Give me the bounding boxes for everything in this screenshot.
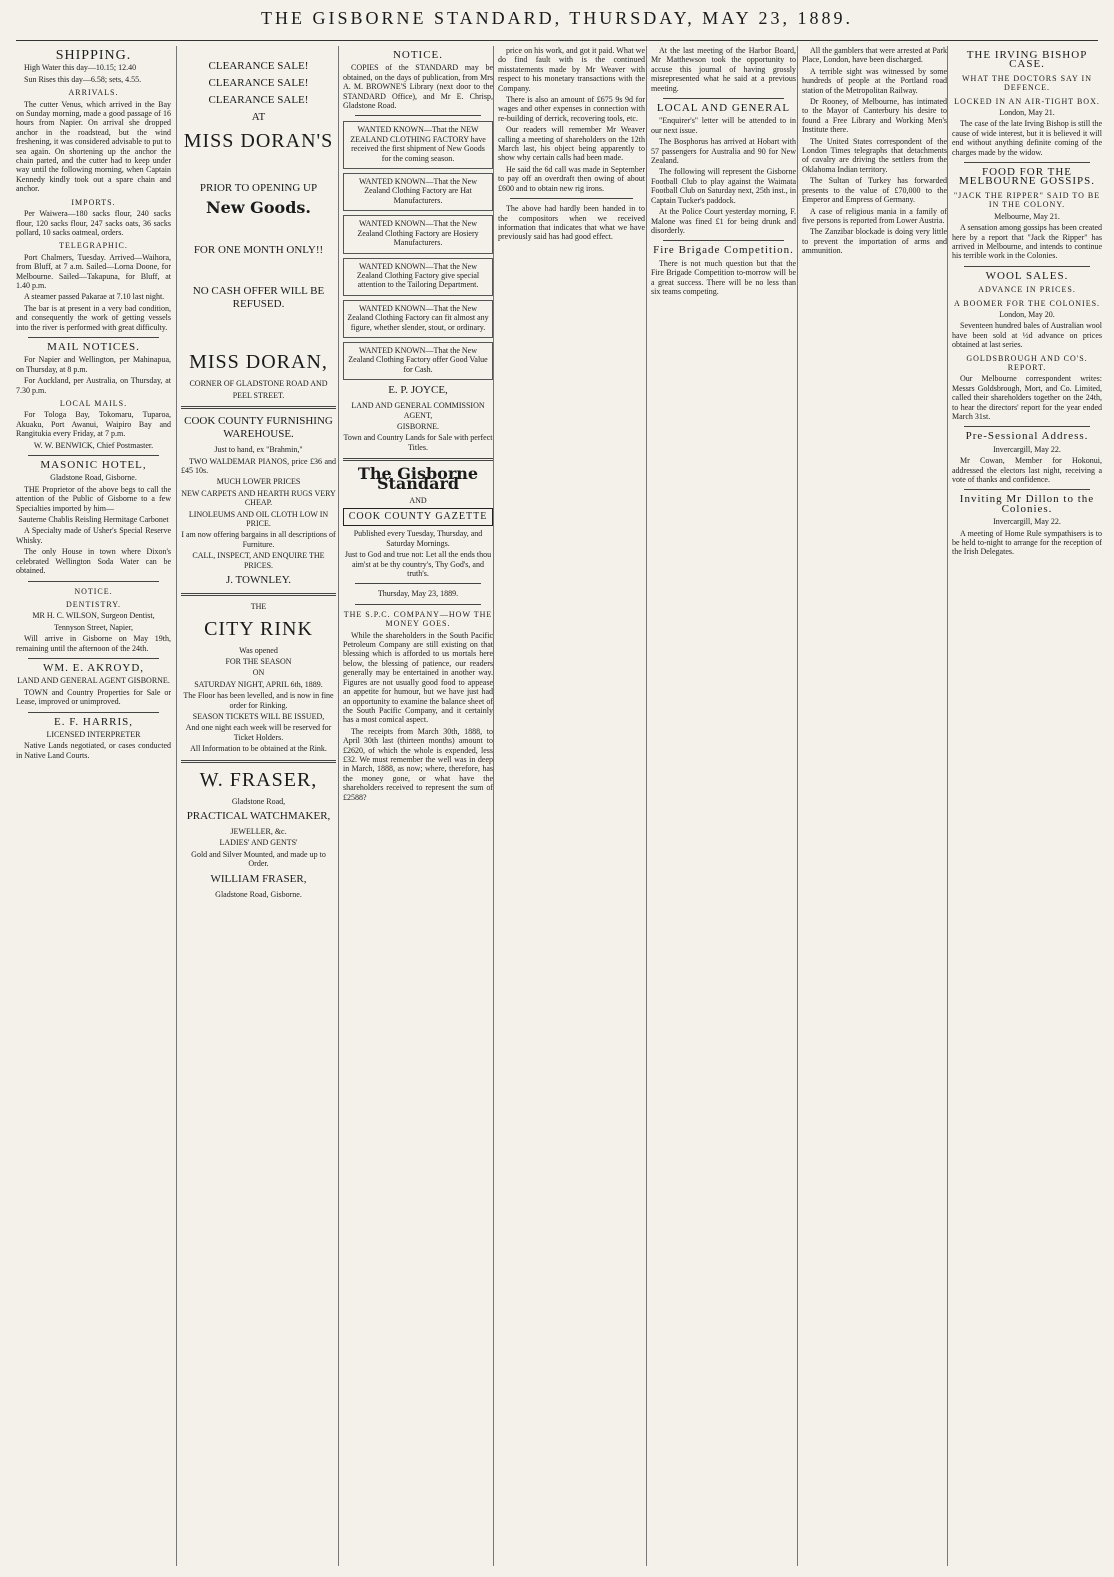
wanted-known-ad	[343, 121, 493, 169]
divider	[28, 581, 159, 582]
dillon-heading: Inviting Mr Dillon to the Colonies.	[959, 493, 1095, 515]
ripper-subheading: "JACK THE RIPPER" SAID TO BE IN THE COLONY.	[953, 190, 1101, 210]
column-5	[646, 46, 796, 1566]
city-rink-banner: CITY RINK	[204, 617, 313, 640]
article-text: There is also an amount of £675 9s 9d for wages and other expenses in connection with re-building of derrick, recovering tools, etc.	[498, 95, 645, 123]
joyce-text: Town and Country Lands for Sale with perfect Titles.	[343, 433, 493, 452]
enquirer-text: "Enquirer's" letter will be attended to in our next issue.	[651, 116, 796, 135]
irving-subheading-2: LOCKED IN AN AIR-TIGHT BOX.	[954, 96, 1100, 106]
boomer-subheading: A BOOMER FOR THE COLONIES.	[953, 298, 1101, 308]
dillon-dateline: Invercargill, May 22.	[993, 517, 1061, 527]
notice-heading: NOTICE.	[74, 586, 113, 596]
clearance-sale-line: CLEARANCE SALE!	[208, 94, 309, 106]
harris-heading: E. F. HARRIS,	[53, 715, 134, 728]
article-text: Dr Rooney, of Melbourne, has intimated to the Mayor of Canterbury his desire to found a Free Library and Working Men's Institute there.	[802, 97, 947, 135]
wanted-text: WANTED KNOWN—That the New Zealand Clothing Factory give special attention to the Tailoring Department.	[356, 261, 480, 290]
prior-line: PRIOR TO OPENING UP	[199, 182, 318, 194]
harris-subtitle: LICENSED INTERPRETER	[46, 729, 141, 739]
jeweller-line: JEWELLER, &c.	[230, 826, 287, 836]
telegraphic-text: Port Chalmers, Tuesday. Arrived—Waihora, from Bluff, at 7 a.m. Sailed—Lorna Doone, for Melbourne. Sailed—Takapuna, for Bluff, at 1.40 p.m.	[16, 252, 171, 290]
dentist-name: MR H. C. WILSON, Surgeon Dentist,	[32, 611, 155, 621]
divider	[964, 162, 1090, 163]
arrivals-heading: ARRIVALS.	[68, 88, 119, 98]
article-text: The United States correspondent of the London Times telegraphs that detachments of cavalry are driving the settlers from the Oklahoma Indian territory.	[802, 136, 947, 174]
article-text: A case of religious mania in a family of five persons is reported from Lower Austria.	[802, 206, 947, 225]
bar-text: The bar is at present in a very bad condition, and consequently the work of getting vessels into the river is performed with great difficulty.	[16, 303, 171, 332]
divider	[28, 658, 159, 659]
dentist-address: Tennyson Street, Napier,	[53, 622, 134, 632]
fraser-banner: W. FRASER,	[199, 768, 318, 791]
pianos-text: TWO WALDEMAR PIANOS, price £36 and £45 10s.	[181, 456, 336, 476]
joyce-city: GISBORNE.	[396, 421, 439, 431]
brahmin-line: Just to hand, ex "Brahmin,"	[214, 445, 303, 455]
arrivals-text: The cutter Venus, which arrived in the Bay on Sunday morning, made a good passage of 16 hours from Napier. On arrival she dropped anchor in the roadstead, but the wind freshening, it was considered advisable to put to sea again. On shortening up the anchor the chain parted, and the cutter had to keep under way until the following morning, when Captain Kennedy kindly took out a spare chain and anchor.	[16, 99, 171, 194]
article-text: The Zanzibar blockade is doing very little to prevent the importation of arms and ammunition.	[802, 227, 947, 256]
goldsbrough-subheading: GOLDSBROUGH AND CO'S. REPORT.	[966, 353, 1088, 372]
wanted-known-ad	[343, 342, 493, 380]
divider	[964, 489, 1090, 490]
ladies-line: LADIES' AND GENTS'	[219, 838, 298, 848]
wanted-known-ad	[343, 215, 493, 253]
local-mails-heading: LOCAL MAILS.	[59, 399, 128, 408]
akroyd-text: TOWN and Country Properties for Sale or Lease, improved or unimproved.	[16, 687, 171, 707]
miss-doran-banner: MISS DORAN,	[189, 351, 328, 374]
one-month-line: FOR ONE MONTH ONLY!!	[193, 244, 324, 257]
opened-line: Was opened	[239, 645, 278, 655]
wanted-known-ad	[343, 258, 493, 296]
article-text: All the gamblers that were arrested at Park Place, London, have been discharged.	[802, 46, 947, 65]
wanted-text: WANTED KNOWN—That the New Zealand Clothing Factory can fit almost any figure, whether slender, stout, or ordinary.	[347, 303, 489, 332]
goldsbrough-text: Our Melbourne correspondent writes: Messrs Goldsbrough, Mort, and Co. Limited, called their shareholders together on the 24th, to hear the directors' report for the year ended March 31st.	[952, 374, 1102, 421]
tides-line: High Water this day—10.15; 12.40	[24, 63, 137, 73]
article-text: The Sultan of Turkey has forwarded presents to the value of £70,000 to the Emperor and Empress of Germany.	[802, 176, 947, 205]
furniture-line: I am now offering bargains in all descriptions of Furniture.	[181, 530, 336, 549]
carpets-line: NEW CARPETS AND HEARTH RUGS VERY CHEAP.	[181, 488, 336, 508]
column-4	[493, 46, 645, 1566]
no-cash-line: NO CASH OFFER WILL BE REFUSED.	[192, 285, 325, 311]
fire-brigade-heading: Fire Brigade Competition.	[653, 244, 794, 257]
divider	[663, 240, 784, 241]
presessional-heading: Pre-Sessional Address.	[965, 430, 1089, 443]
masonic-text: A Specialty made of Usher's Special Reserve Whisky.	[16, 526, 171, 545]
corner-line: CORNER OF GLADSTONE ROAD AND	[189, 379, 328, 389]
receipts-text: The receipts from March 30th, 1888, to April 30th last (thirteen months) amount to £2620, of which the whole is expended, less £32. We must remember the well was in deep in March, 1888, as now; where, therefore, has the money gone, or what have the shareholders received to represent the sum of £2588?	[343, 726, 493, 802]
at-line: AT	[251, 111, 266, 123]
presessional-dateline: Invercargill, May 22.	[993, 444, 1061, 454]
article-text: price on his work, and got it paid. What we do find fault with is the continued misstatements made by Mr Weaver with respect to his monetary transactions with the Company.	[498, 46, 645, 93]
wanted-known-ad	[343, 173, 493, 211]
divider	[181, 593, 336, 596]
peel-street-line: PEEL STREET.	[232, 390, 285, 400]
wanted-text: WANTED KNOWN—That the NEW ZEALAND CLOTHING FACTORY have received the first shipment of New Goods for the coming season.	[350, 125, 486, 163]
divider	[28, 712, 159, 713]
silver-line: Gold and Silver Mounted, and made up to Order.	[191, 849, 326, 869]
saturday-line: SATURDAY NIGHT, APRIL 6th, 1889.	[194, 679, 323, 689]
boomer-dateline: London, May 20.	[999, 309, 1055, 319]
wool-sales-heading: WOOL SALES.	[985, 269, 1069, 282]
joyce-heading: E. P. JOYCE,	[388, 384, 448, 397]
masonic-wine-list: Sauterne Chablis Reisling Hermitage Carbonet	[18, 515, 169, 525]
paper-title: The Gisborne Standard	[357, 464, 479, 493]
steamer-text: A steamer passed Pakarae at 7.10 last night.	[24, 292, 165, 302]
floor-line: The Floor has been levelled, and is now in fine order for Rinking.	[183, 691, 334, 710]
mail-notices-heading: MAIL NOTICES.	[47, 340, 140, 353]
article-text: Our readers will remember Mr Weaver calling a meeting of shareholders on the 12th March last, his object being apparently to show why certain calls had been made.	[498, 125, 645, 163]
divider	[28, 455, 159, 456]
dentistry-heading: DENTISTRY.	[66, 599, 121, 609]
clearance-sale-line: CLEARANCE SALE!	[208, 60, 309, 72]
wanted-known-ad	[343, 300, 493, 338]
presessional-text: Mr Cowan, Member for Hokonui, addressed the electors last night, receiving a vote of thanks and confidence.	[952, 456, 1102, 485]
masonic-hotel-heading: MASONIC HOTEL,	[40, 459, 147, 472]
masonic-text: The only House in town where Dixon's celebrated Wellington Soda Water can be obtained.	[16, 547, 171, 576]
divider	[181, 760, 336, 763]
wool-subheading: ADVANCE IN PRICES.	[978, 285, 1076, 295]
clearance-sale-line: CLEARANCE SALE!	[208, 77, 309, 89]
info-line: All Information to be obtained at the Rink.	[190, 744, 327, 754]
divider	[355, 115, 481, 116]
irving-bishop-heading: THE IRVING BISHOP CASE.	[966, 49, 1088, 71]
the-line: THE	[250, 602, 267, 612]
akroyd-subtitle: LAND AND GENERAL AGENT GISBORNE.	[17, 676, 170, 686]
ripper-text: A sensation among gossips has been created here by a report that "Jack the Ripper" has arrived in Melbourne, and intends to continue his terrible work in the Colonies.	[952, 223, 1102, 261]
imports-text: Per Waiwera—180 sacks flour, 240 sacks flour, 120 sacks flour, 247 sacks oats, 36 sacks pollard, 10 sacks oatmeal, orders.	[16, 209, 171, 237]
article-text: A terrible sight was witnessed by some hundreds of people at the Portland road station of the Metropolitan Railway.	[802, 66, 947, 95]
divider	[181, 406, 336, 409]
william-address: Gladstone Road, Gisborne.	[215, 889, 302, 899]
mail-text: For Napier and Wellington, per Mahinapua, on Thursday, at 8 p.m.	[16, 355, 171, 374]
lower-prices-line: MUCH LOWER PRICES	[216, 477, 301, 487]
irving-text: The case of the late Irving Bishop is still the cause of wide interest, but it is believed it will end without anything definite coming of the charges made by the widow.	[952, 119, 1102, 157]
local-general-heading: LOCAL AND GENERAL	[656, 102, 791, 115]
on-line: ON	[252, 668, 265, 678]
divider	[663, 98, 784, 99]
call-line: CALL, INSPECT, AND ENQUIRE THE PRICES.	[192, 551, 325, 570]
mail-text: For Auckland, per Australia, on Thursday, at 7.30 p.m.	[16, 376, 171, 395]
motto: Just to God and true not: Let all the ends thou aim'st at be thy country's, Thy God's, and truth's.	[344, 550, 492, 579]
copies-text: COPIES of the STANDARD may be obtained, on the days of publication, from Mrs A. M. BROWNE'S Library (next door to the STANDARD Office), and Mr E. Chrisp, Gladstone Road.	[343, 63, 493, 111]
watchmaker-line: PRACTICAL WATCHMAKER,	[186, 809, 331, 822]
column-2	[176, 46, 336, 1566]
dillon-text: A meeting of Home Rule sympathisers is to be held to-night to arrange for the reception of the Irish Delegates.	[952, 528, 1102, 557]
article-text: The above had hardly been handed in to the compositors when we received information that indicates that what we have previously said has had good effect.	[498, 204, 645, 242]
column-3	[338, 46, 493, 1566]
food-gossips-heading: FOOD FOR THE MELBOURNE GOSSIPS.	[959, 166, 1095, 188]
season-line: FOR THE SEASON	[225, 656, 292, 666]
issue-date: Thursday, May 23, 1889.	[377, 589, 459, 599]
irving-subheading: WHAT THE DOCTORS SAY IN DEFENCE.	[962, 73, 1092, 93]
divider	[964, 426, 1090, 427]
linoleum-line: LINOLEUMS AND OIL CLOTH LOW IN PRICE.	[188, 509, 329, 529]
tickets-detail: And one night each week will be reserved for Ticket Holders.	[185, 723, 332, 742]
football-text: The following will represent the Gisborne Football Club to play against the Waimata Football Club on Saturday next, 25th inst., in Captain Tucker's paddock.	[651, 167, 796, 205]
new-goods-banner: New Goods.	[206, 198, 311, 217]
sun-line: Sun Rises this day—6.58; sets, 4.55.	[24, 74, 142, 84]
column-1	[16, 46, 171, 1566]
divider	[28, 337, 159, 338]
wanted-text: WANTED KNOWN—That the New Zealand Clothing Factory are Hat Manufacturers.	[359, 177, 477, 205]
postmaster-signature: W. W. BENWICK, Chief Postmaster.	[33, 440, 154, 450]
tickets-line: SEASON TICKETS WILL BE ISSUED,	[192, 711, 325, 721]
column-6	[797, 46, 947, 1566]
divider	[510, 198, 633, 199]
wanted-text: WANTED KNOWN—That the New Zealand Clothing Factory offer Good Value for Cash.	[348, 345, 488, 374]
spc-heading: THE S.P.C. COMPANY—HOW THE MONEY GOES.	[343, 609, 493, 629]
dentist-text: Will arrive in Gisborne on May 19th, remaining until the afternoon of the 24th.	[16, 634, 171, 653]
cook-county-heading: COOK COUNTY FURNISHING WAREHOUSE.	[184, 415, 333, 441]
masonic-subtitle: Gladstone Road, Gisborne.	[50, 473, 137, 483]
article-text: At the last meeting of the Harbor Board, Mr Matthewson took the opportunity to accuse this journal of having grossly misrepresented what he said at a previous meeting.	[651, 46, 796, 93]
boomer-text: Seventeen hundred bales of Australian wool have been sold at ½d advance on prices obtained at last series.	[952, 321, 1102, 350]
mail-text: For Tologa Bay, Tokomaru, Tuparoa, Akuaku, Port Awanui, Waipiro Bay and Rangitukia every Friday, at 7 p.m.	[16, 410, 171, 439]
bosphorus-text: The Bosphorus has arrived at Hobart with 57 passengers for Australia and 90 for New Zealand.	[651, 137, 796, 166]
gladstone-line: Gladstone Road,	[231, 796, 286, 806]
akroyd-heading: WM. E. AKROYD,	[42, 661, 145, 674]
police-text: At the Police Court yesterday morning, F. Malone was fined £1 for being drunk and disorderly.	[651, 207, 796, 235]
column-7	[947, 46, 1102, 1566]
fire-brigade-text: There is not much question but that the Fire Brigade Competition to-morrow will be a great success. There will be no less than six teams competing.	[651, 258, 796, 296]
joyce-subtitle: LAND AND GENERAL COMMISSION AGENT,	[351, 401, 485, 420]
article-text: He said the 6d call was made in September to pay off an overdraft then owing of about £600 and to obtain new rig irons.	[498, 164, 645, 193]
ripper-dateline: Melbourne, May 21.	[994, 211, 1060, 221]
notice-heading: NOTICE.	[392, 49, 444, 61]
published-line: Published every Tuesday, Thursday, and Saturday Mornings.	[353, 529, 483, 548]
harris-text: Native Lands negotiated, or cases conducted in Native Land Courts.	[16, 741, 171, 760]
wanted-text: WANTED KNOWN—That the New Zealand Clothing Factory are Hosiery Manufacturers.	[357, 219, 479, 248]
telegraphic-heading: TELEGRAPHIC.	[59, 241, 128, 251]
and-line: AND	[409, 496, 427, 505]
divider	[355, 604, 481, 605]
divider	[964, 266, 1090, 267]
gazette-title: COOK COUNTY GAZETTE	[343, 508, 493, 526]
masthead: THE GISBORNE STANDARD, THURSDAY, MAY 23, 1889.	[16, 8, 1098, 41]
divider	[343, 458, 493, 461]
irving-dateline: London, May 21.	[999, 108, 1055, 118]
imports-heading: IMPORTS.	[71, 197, 116, 207]
spc-text: While the shareholders in the South Pacific Petroleum Company are still existing on that blessing which is afforded to us mortals here below, the blessing of patience, our readers generally may be entertained in another way. Figures are not usually good food to appease an appetite for humour, but we have just had an opportunity to examine the balance sheet of the South Pacific Company, and it certainly has a most comical aspect.	[343, 630, 493, 725]
shipping-heading: SHIPPING.	[55, 48, 132, 63]
william-fraser-signature: WILLIAM FRASER,	[210, 872, 307, 885]
miss-dorans-banner: MISS DORAN'S	[183, 130, 334, 152]
townley-signature: J. TOWNLEY.	[225, 574, 292, 587]
masonic-text: THE Proprietor of the above begs to call the attention of the Public of Gisborne to a few Specialties imported by him—	[16, 484, 171, 513]
divider	[355, 583, 481, 584]
